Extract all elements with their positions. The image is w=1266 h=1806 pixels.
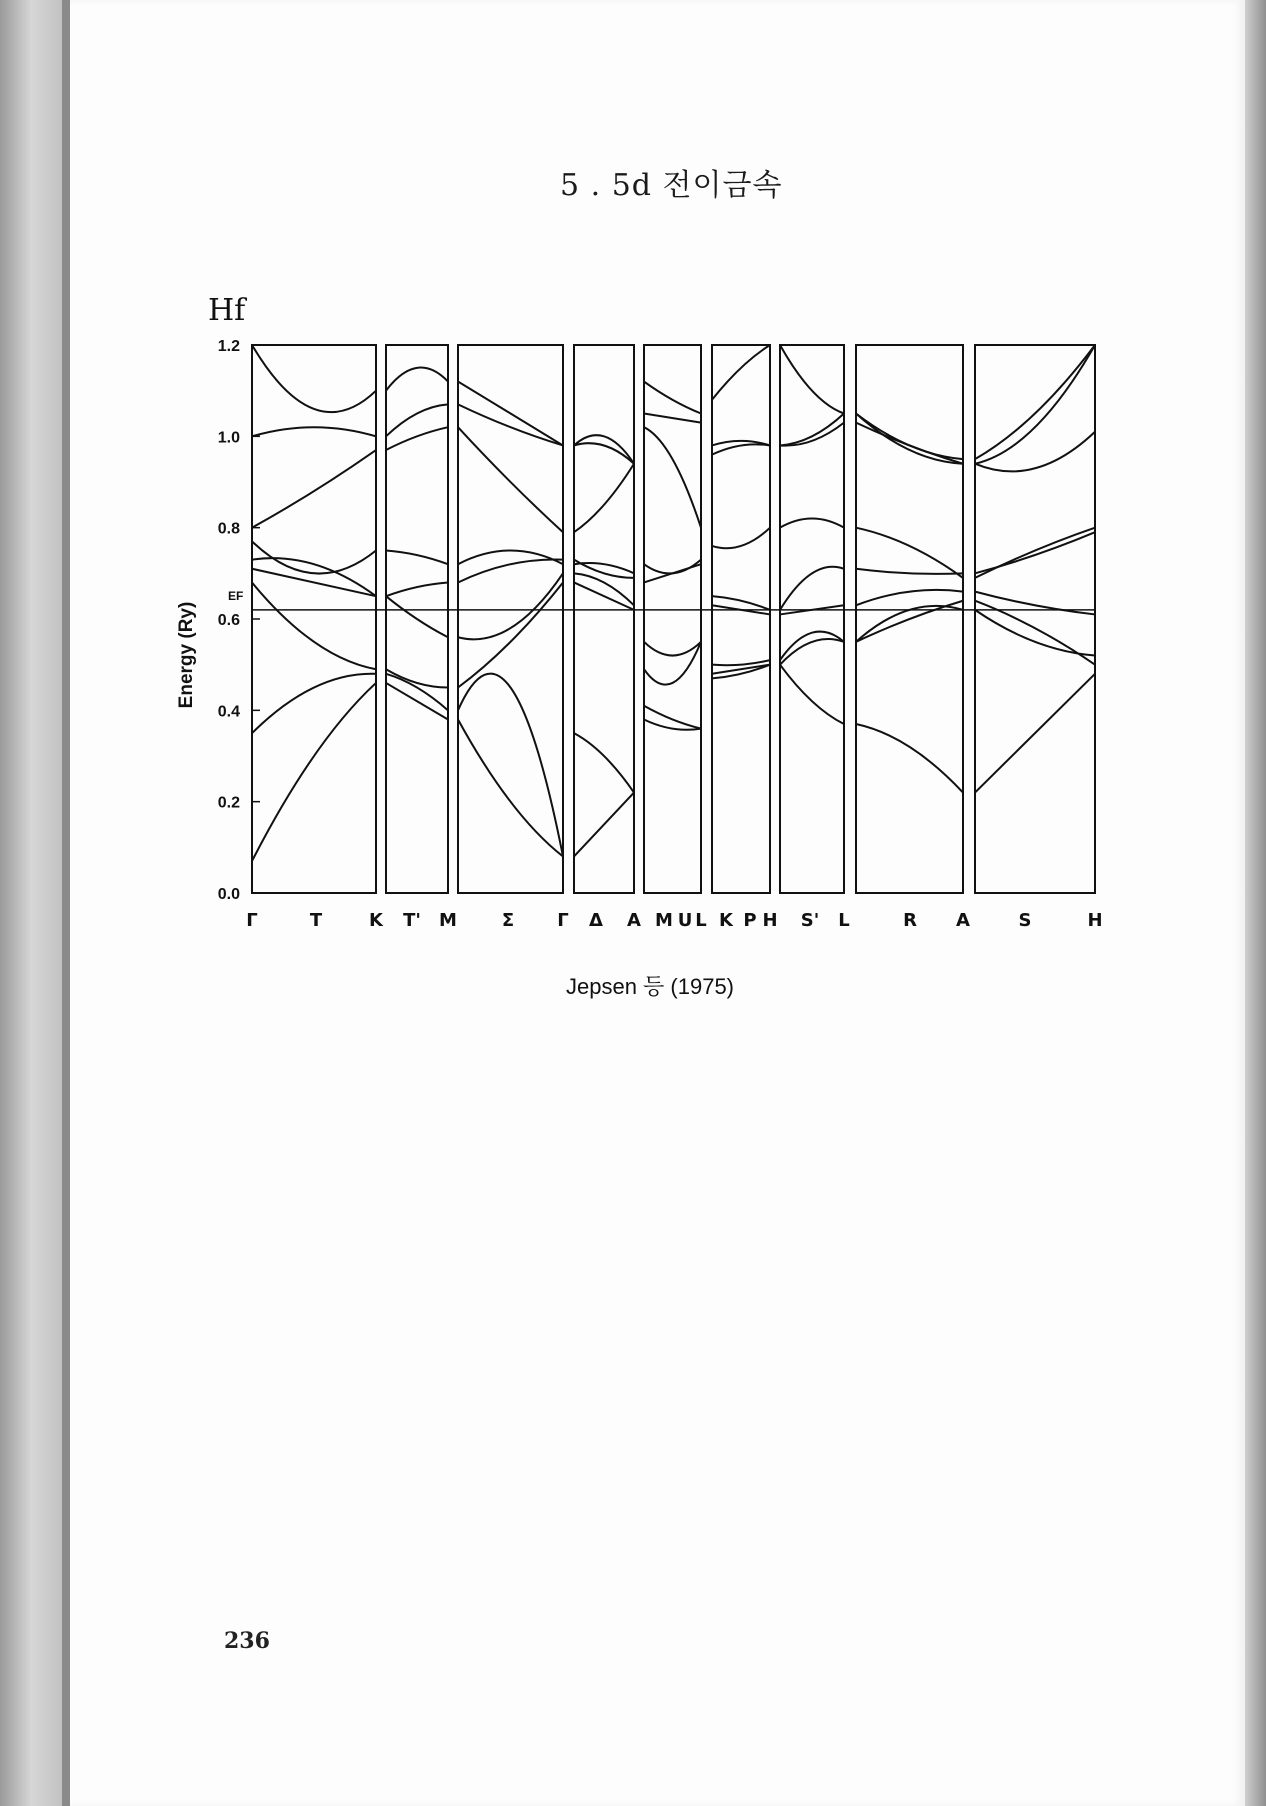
band-panel xyxy=(644,345,701,893)
band-line xyxy=(644,427,701,527)
band-line xyxy=(252,683,376,861)
band-line xyxy=(252,345,376,412)
x-symmetry-label: R xyxy=(903,910,917,931)
band-line xyxy=(252,450,376,528)
x-symmetry-label: L xyxy=(695,910,707,931)
y-tick-label: 1.0 xyxy=(217,429,240,447)
x-symmetry-label: Γ xyxy=(557,910,569,931)
band-line xyxy=(252,674,376,733)
band-panels xyxy=(252,345,1095,893)
x-symmetry-label: P xyxy=(743,910,757,931)
band-line xyxy=(975,532,1095,573)
band-line xyxy=(780,567,844,610)
x-symmetry-label: A xyxy=(627,910,641,931)
band-line xyxy=(975,528,1095,578)
y-axis-ticks xyxy=(218,338,260,903)
x-symmetry-label: A xyxy=(956,910,970,931)
band-line xyxy=(644,560,701,574)
x-symmetry-label: K xyxy=(369,910,383,931)
y-axis-label: Energy (Ry) xyxy=(176,601,197,709)
band-line xyxy=(975,610,1095,656)
band-line xyxy=(975,592,1095,615)
band-panel xyxy=(780,345,844,893)
band-line xyxy=(712,444,770,454)
band-line xyxy=(644,642,701,656)
x-symmetry-label: Γ xyxy=(246,910,258,931)
y-tick-label: 0.6 xyxy=(217,612,240,629)
x-symmetry-label: S xyxy=(1018,910,1032,931)
band-line xyxy=(574,435,634,464)
band-line xyxy=(386,368,448,391)
band-line xyxy=(458,582,563,687)
x-symmetry-label: Σ xyxy=(501,910,515,931)
band-line xyxy=(712,660,770,665)
book-spine xyxy=(0,0,70,1806)
band-line xyxy=(574,793,634,857)
band-line xyxy=(644,382,701,414)
band-panel xyxy=(574,345,634,893)
band-line xyxy=(780,519,844,528)
band-line xyxy=(386,427,448,450)
band-line xyxy=(712,345,770,400)
band-line xyxy=(780,345,844,414)
spine-edge xyxy=(62,0,70,1806)
page-number: 236 xyxy=(224,1628,270,1654)
x-symmetry-label: K xyxy=(719,910,733,931)
band-panel xyxy=(712,345,770,893)
band-line xyxy=(975,432,1095,472)
band-line xyxy=(458,674,563,857)
band-line xyxy=(856,606,963,642)
band-line xyxy=(458,404,563,445)
band-line xyxy=(574,733,634,792)
band-line xyxy=(780,665,844,724)
x-symmetry-label: S' xyxy=(800,910,820,931)
band-line xyxy=(780,639,844,665)
energy-bands xyxy=(252,345,1095,861)
band-line xyxy=(712,528,770,549)
band-line xyxy=(856,569,963,574)
band-line xyxy=(574,464,634,533)
band-line xyxy=(386,404,448,436)
y-tick-label: 0.8 xyxy=(217,520,240,538)
page-title: 5 . 5d 전이금속 xyxy=(560,168,783,203)
band-line xyxy=(252,541,376,573)
band-line xyxy=(386,674,448,711)
x-symmetry-label: H xyxy=(762,910,778,931)
band-line xyxy=(252,582,376,669)
band-line xyxy=(252,427,376,436)
x-symmetry-label: T' xyxy=(403,910,421,931)
band-line xyxy=(712,596,770,610)
band-line xyxy=(975,674,1095,793)
y-tick-label: 1.2 xyxy=(217,338,240,355)
band-line xyxy=(644,706,701,729)
band-line xyxy=(856,724,963,793)
chart-title: Hf xyxy=(208,293,246,328)
x-symmetry-label: Δ xyxy=(589,910,603,931)
y-tick-label: 0.0 xyxy=(217,886,240,903)
figure-caption: Jepsen 등 (1975) xyxy=(566,974,735,999)
band-line xyxy=(644,414,701,423)
band-line xyxy=(458,551,563,565)
band-line xyxy=(644,719,701,729)
x-axis-symmetry-labels xyxy=(246,910,1102,931)
band-line xyxy=(386,551,448,565)
y-tick-label: 0.2 xyxy=(217,794,240,812)
band-line xyxy=(458,382,563,446)
band-line xyxy=(975,345,1095,459)
band-line xyxy=(780,423,844,446)
fermi-level-label: EF xyxy=(228,588,244,603)
band-line xyxy=(856,590,963,605)
x-symmetry-label: M xyxy=(439,910,457,931)
band-line xyxy=(458,559,563,582)
y-tick-label: 0.4 xyxy=(217,703,240,721)
band-line xyxy=(574,443,634,464)
band-line xyxy=(856,414,963,460)
x-symmetry-label: T xyxy=(309,910,323,931)
x-symmetry-label: H xyxy=(1087,910,1103,931)
band-line xyxy=(386,669,448,687)
band-structure-chart xyxy=(150,290,1110,940)
band-line xyxy=(386,596,448,637)
band-line xyxy=(458,427,563,532)
page-edge-shadow xyxy=(1245,0,1266,1806)
band-line xyxy=(458,573,563,639)
x-symmetry-label: L xyxy=(838,910,850,931)
band-line xyxy=(386,582,448,596)
x-symmetry-label: U xyxy=(677,910,693,931)
x-symmetry-label: M xyxy=(655,910,673,931)
